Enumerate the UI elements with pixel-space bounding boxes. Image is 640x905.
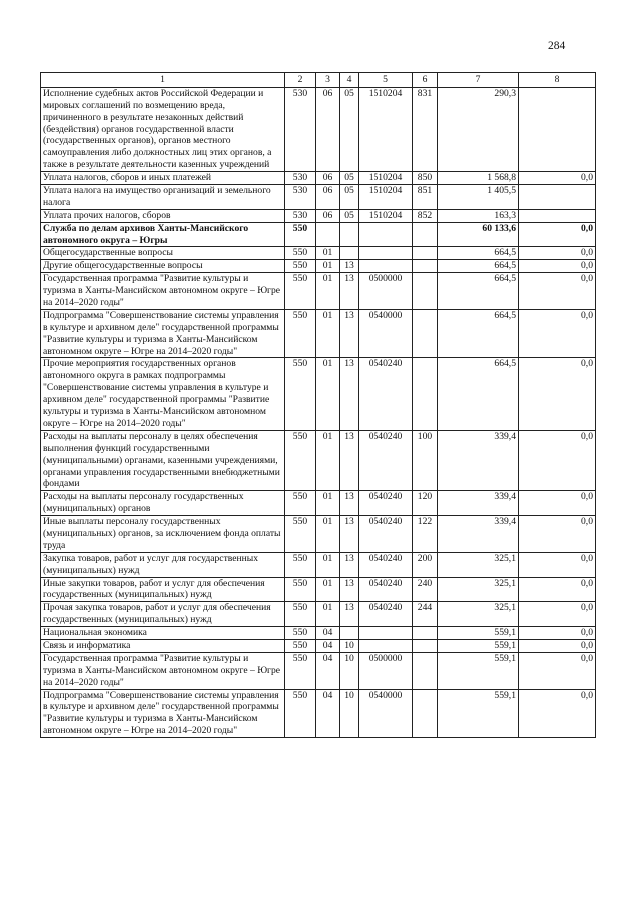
expense-type-code bbox=[413, 309, 438, 358]
section-code: 01 bbox=[316, 273, 340, 310]
item-name: Связь и информатика bbox=[41, 639, 285, 652]
subsection-code: 13 bbox=[340, 260, 359, 273]
section-code: 01 bbox=[316, 516, 340, 553]
item-name: Национальная экономика bbox=[41, 627, 285, 640]
admin-code: 530 bbox=[285, 209, 316, 222]
table-row bbox=[41, 260, 596, 273]
admin-code: 530 bbox=[285, 87, 316, 171]
subsection-code: 10 bbox=[340, 689, 359, 738]
subsection-code: 13 bbox=[340, 552, 359, 577]
column-header: 1 bbox=[41, 73, 285, 88]
amount: 339,4 bbox=[438, 491, 519, 516]
table-row bbox=[41, 516, 596, 553]
amount-extra: 0,0 bbox=[519, 552, 596, 577]
admin-code: 550 bbox=[285, 552, 316, 577]
item-name: Прочие мероприятия государственных органов автономного округа в рамках подпрограммы "Совершенствование системы управления в культуре и архивном деле" государственной программы "Развитие культуры и туризма в Ханты-Мансийском автономном округе – Югре на 2014–2020 годы" bbox=[41, 358, 285, 430]
subsection-code: 13 bbox=[340, 309, 359, 358]
section-code: 01 bbox=[316, 358, 340, 430]
admin-code: 550 bbox=[285, 358, 316, 430]
column-header: 8 bbox=[519, 73, 596, 88]
expense-type-code bbox=[413, 689, 438, 738]
amount: 559,1 bbox=[438, 627, 519, 640]
page-number: 284 bbox=[548, 40, 566, 52]
subsection-code: 13 bbox=[340, 358, 359, 430]
admin-code: 550 bbox=[285, 247, 316, 260]
amount-extra: 0,0 bbox=[519, 652, 596, 689]
table-row bbox=[41, 209, 596, 222]
amount-extra: 0,0 bbox=[519, 516, 596, 553]
column-header: 3 bbox=[316, 73, 340, 88]
target-article-code: 0540000 bbox=[359, 689, 413, 738]
item-name: Прочая закупка товаров, работ и услуг для обеспечения государственных (муниципальных) нужд bbox=[41, 602, 285, 627]
amount-extra: 0,0 bbox=[519, 172, 596, 185]
table-row bbox=[41, 552, 596, 577]
subsection-code bbox=[340, 222, 359, 247]
table-row bbox=[41, 309, 596, 358]
admin-code: 550 bbox=[285, 516, 316, 553]
section-code: 01 bbox=[316, 552, 340, 577]
table-row bbox=[41, 639, 596, 652]
target-article-code: 0540240 bbox=[359, 577, 413, 602]
amount-extra: 0,0 bbox=[519, 222, 596, 247]
table-row bbox=[41, 185, 596, 210]
column-header: 6 bbox=[413, 73, 438, 88]
amount: 325,1 bbox=[438, 577, 519, 602]
table-row bbox=[41, 652, 596, 689]
amount: 559,1 bbox=[438, 689, 519, 738]
column-header: 4 bbox=[340, 73, 359, 88]
table-row bbox=[41, 273, 596, 310]
amount-extra bbox=[519, 209, 596, 222]
admin-code: 550 bbox=[285, 627, 316, 640]
expense-type-code: 240 bbox=[413, 577, 438, 602]
admin-code: 550 bbox=[285, 260, 316, 273]
target-article-code bbox=[359, 639, 413, 652]
section-code: 01 bbox=[316, 309, 340, 358]
section-code: 01 bbox=[316, 260, 340, 273]
table-row bbox=[41, 358, 596, 430]
amount: 559,1 bbox=[438, 652, 519, 689]
column-header: 7 bbox=[438, 73, 519, 88]
subsection-code: 13 bbox=[340, 516, 359, 553]
admin-code: 550 bbox=[285, 222, 316, 247]
expense-type-code bbox=[413, 273, 438, 310]
amount-extra: 0,0 bbox=[519, 627, 596, 640]
item-name: Государственная программа "Развитие культуры и туризма в Ханты-Мансийском автономном округе – Югре на 2014–2020 годы" bbox=[41, 273, 285, 310]
section-code: 06 bbox=[316, 209, 340, 222]
target-article-code: 0540240 bbox=[359, 491, 413, 516]
amount: 664,5 bbox=[438, 309, 519, 358]
table-row bbox=[41, 602, 596, 627]
amount-extra: 0,0 bbox=[519, 358, 596, 430]
subsection-code: 13 bbox=[340, 577, 359, 602]
admin-code: 550 bbox=[285, 689, 316, 738]
target-article-code bbox=[359, 247, 413, 260]
amount: 60 133,6 bbox=[438, 222, 519, 247]
column-header: 2 bbox=[285, 73, 316, 88]
subsection-code: 10 bbox=[340, 652, 359, 689]
section-code: 01 bbox=[316, 602, 340, 627]
section-code: 04 bbox=[316, 639, 340, 652]
item-name: Уплата налогов, сборов и иных платежей bbox=[41, 172, 285, 185]
amount: 325,1 bbox=[438, 602, 519, 627]
target-article-code: 0500000 bbox=[359, 273, 413, 310]
item-name: Расходы на выплаты персоналу в целях обеспечения выполнения функций государственными (муниципальными) органами, казенными учреждениями, органами управления государственными внебюджетными фондами bbox=[41, 430, 285, 490]
item-name: Расходы на выплаты персоналу государственных (муниципальных) органов bbox=[41, 491, 285, 516]
expense-type-code: 852 bbox=[413, 209, 438, 222]
amount-extra: 0,0 bbox=[519, 689, 596, 738]
item-name: Уплата прочих налогов, сборов bbox=[41, 209, 285, 222]
expense-type-code: 831 bbox=[413, 87, 438, 171]
expense-type-code bbox=[413, 639, 438, 652]
amount-extra: 0,0 bbox=[519, 273, 596, 310]
amount-extra: 0,0 bbox=[519, 309, 596, 358]
table-row bbox=[41, 627, 596, 640]
expense-type-code: 200 bbox=[413, 552, 438, 577]
subsection-code bbox=[340, 627, 359, 640]
expense-type-code: 120 bbox=[413, 491, 438, 516]
amount: 325,1 bbox=[438, 552, 519, 577]
subsection-code: 05 bbox=[340, 209, 359, 222]
amount-extra: 0,0 bbox=[519, 577, 596, 602]
budget-table bbox=[40, 72, 596, 738]
item-name: Другие общегосударственные вопросы bbox=[41, 260, 285, 273]
amount: 163,3 bbox=[438, 209, 519, 222]
target-article-code: 0540000 bbox=[359, 309, 413, 358]
table-row bbox=[41, 172, 596, 185]
amount-extra bbox=[519, 87, 596, 171]
section-code: 01 bbox=[316, 430, 340, 490]
target-article-code: 0540240 bbox=[359, 552, 413, 577]
item-name: Уплата налога на имущество организаций и земельного налога bbox=[41, 185, 285, 210]
target-article-code: 0500000 bbox=[359, 652, 413, 689]
section-code: 04 bbox=[316, 652, 340, 689]
table-row bbox=[41, 577, 596, 602]
table-row bbox=[41, 247, 596, 260]
item-name: Подпрограмма "Совершенствование системы управления в культуре и архивном деле" государственной программы "Развитие культуры и туризма в Ханты-Мансийском автономном округе – Югре на 2014–2020 годы" bbox=[41, 689, 285, 738]
admin-code: 530 bbox=[285, 185, 316, 210]
expense-type-code bbox=[413, 260, 438, 273]
amount: 339,4 bbox=[438, 430, 519, 490]
section-code: 06 bbox=[316, 87, 340, 171]
admin-code: 550 bbox=[285, 309, 316, 358]
amount: 339,4 bbox=[438, 516, 519, 553]
target-article-code: 1510204 bbox=[359, 209, 413, 222]
admin-code: 550 bbox=[285, 430, 316, 490]
target-article-code: 0540240 bbox=[359, 358, 413, 430]
amount-extra: 0,0 bbox=[519, 247, 596, 260]
target-article-code: 1510204 bbox=[359, 87, 413, 171]
expense-type-code: 850 bbox=[413, 172, 438, 185]
item-name: Иные закупки товаров, работ и услуг для обеспечения государственных (муниципальных) нужд bbox=[41, 577, 285, 602]
amount-extra bbox=[519, 185, 596, 210]
section-code: 01 bbox=[316, 491, 340, 516]
section-code: 04 bbox=[316, 689, 340, 738]
amount: 664,5 bbox=[438, 247, 519, 260]
expense-type-code: 851 bbox=[413, 185, 438, 210]
subsection-code: 05 bbox=[340, 87, 359, 171]
subsection-code: 05 bbox=[340, 185, 359, 210]
target-article-code: 0540240 bbox=[359, 602, 413, 627]
subsection-code: 13 bbox=[340, 273, 359, 310]
amount: 290,3 bbox=[438, 87, 519, 171]
item-name: Подпрограмма "Совершенствование системы управления в культуре и архивном деле" государственной программы "Развитие культуры и туризма в Ханты-Мансийском автономном округе – Югре на 2014–2020 годы" bbox=[41, 309, 285, 358]
table-row bbox=[41, 430, 596, 490]
item-name: Общегосударственные вопросы bbox=[41, 247, 285, 260]
expense-type-code bbox=[413, 358, 438, 430]
subsection-code bbox=[340, 247, 359, 260]
table-row bbox=[41, 689, 596, 738]
item-name: Служба по делам архивов Ханты-Мансийского автономного округа – Югры bbox=[41, 222, 285, 247]
column-header: 5 bbox=[359, 73, 413, 88]
expense-type-code: 122 bbox=[413, 516, 438, 553]
table-row bbox=[41, 87, 596, 171]
expense-type-code bbox=[413, 652, 438, 689]
expense-type-code bbox=[413, 247, 438, 260]
amount: 664,5 bbox=[438, 260, 519, 273]
target-article-code: 1510204 bbox=[359, 185, 413, 210]
section-code bbox=[316, 222, 340, 247]
admin-code: 550 bbox=[285, 652, 316, 689]
amount: 559,1 bbox=[438, 639, 519, 652]
subsection-code: 13 bbox=[340, 491, 359, 516]
admin-code: 550 bbox=[285, 639, 316, 652]
admin-code: 550 bbox=[285, 491, 316, 516]
target-article-code: 1510204 bbox=[359, 172, 413, 185]
item-name: Исполнение судебных актов Российской Федерации и мировых соглашений по возмещению вреда, причиненного в результате незаконных действий (бездействия) органов государственной власти (государственных органов), органов местного самоуправления либо должностных лиц этих органов, а также в результате деятельности казенных учреждений bbox=[41, 87, 285, 171]
admin-code: 550 bbox=[285, 273, 316, 310]
table-row bbox=[41, 491, 596, 516]
admin-code: 550 bbox=[285, 602, 316, 627]
subsection-code: 10 bbox=[340, 639, 359, 652]
item-name: Закупка товаров, работ и услуг для государственных (муниципальных) нужд bbox=[41, 552, 285, 577]
subsection-code: 05 bbox=[340, 172, 359, 185]
expense-type-code bbox=[413, 627, 438, 640]
amount-extra: 0,0 bbox=[519, 430, 596, 490]
subsection-code: 13 bbox=[340, 602, 359, 627]
section-code: 06 bbox=[316, 185, 340, 210]
target-article-code bbox=[359, 627, 413, 640]
expense-type-code: 244 bbox=[413, 602, 438, 627]
amount-extra: 0,0 bbox=[519, 639, 596, 652]
target-article-code bbox=[359, 222, 413, 247]
expense-type-code bbox=[413, 222, 438, 247]
admin-code: 550 bbox=[285, 577, 316, 602]
amount-extra: 0,0 bbox=[519, 260, 596, 273]
item-name: Иные выплаты персоналу государственных (муниципальных) органов, за исключением фонда оплаты труда bbox=[41, 516, 285, 553]
section-code: 04 bbox=[316, 627, 340, 640]
section-code: 06 bbox=[316, 172, 340, 185]
amount: 664,5 bbox=[438, 273, 519, 310]
target-article-code bbox=[359, 260, 413, 273]
target-article-code: 0540240 bbox=[359, 516, 413, 553]
target-article-code: 0540240 bbox=[359, 430, 413, 490]
amount-extra: 0,0 bbox=[519, 491, 596, 516]
subsection-code: 13 bbox=[340, 430, 359, 490]
amount: 1 568,8 bbox=[438, 172, 519, 185]
amount: 1 405,5 bbox=[438, 185, 519, 210]
item-name: Государственная программа "Развитие культуры и туризма в Ханты-Мансийском автономном округе – Югре на 2014–2020 годы" bbox=[41, 652, 285, 689]
section-code: 01 bbox=[316, 247, 340, 260]
header-row bbox=[41, 73, 596, 88]
amount-extra: 0,0 bbox=[519, 602, 596, 627]
admin-code: 530 bbox=[285, 172, 316, 185]
amount: 664,5 bbox=[438, 358, 519, 430]
section-code: 01 bbox=[316, 577, 340, 602]
expense-type-code: 100 bbox=[413, 430, 438, 490]
table-row bbox=[41, 222, 596, 247]
